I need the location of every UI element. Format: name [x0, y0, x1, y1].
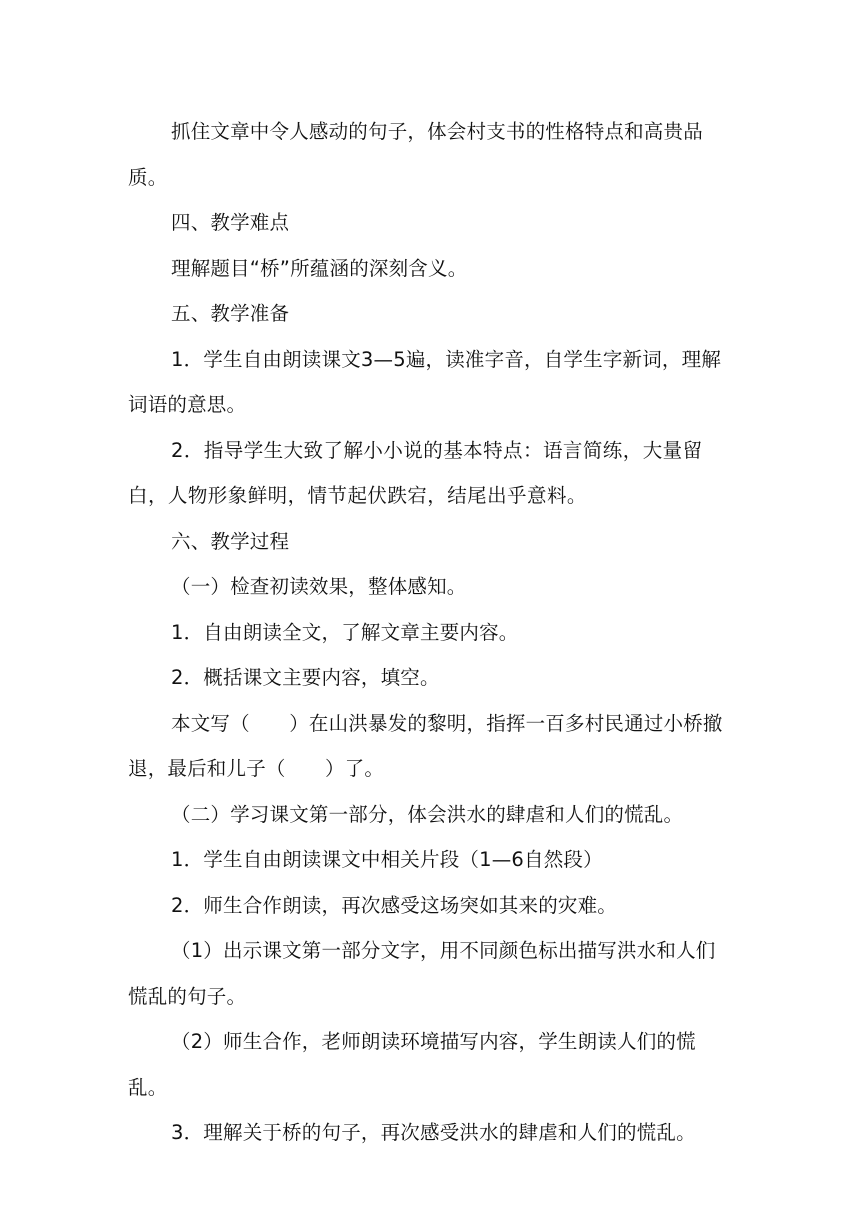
paragraph-fill-in-blank: 本文写（ ）在山洪暴发的黎明，指挥一百多村民通过小桥撤退，最后和儿子（ ）了。 [128, 711, 723, 780]
paragraph-difficulty: 理解题目“桥”所蕴涵的深刻含义。 [171, 256, 468, 280]
heading-teaching-difficulty: 四、教学难点 [171, 211, 290, 234]
subheading-part-one: （二）学习课文第一部分，体会洪水的肆虐和人们的慌乱。 [171, 802, 684, 826]
paragraph-part-one-2-1: （1）出示课文第一部分文字，用不同颜色标出描写洪水和人们慌乱的句子。 [128, 939, 716, 1008]
paragraph-part-one-2: 2．师生合作朗读，再次感受这场突如其来的灾难。 [171, 893, 618, 917]
paragraph-preparation-2: 2．指导学生大致了解小小说的基本特点：语言简练，大量留白，人物形象鲜明，情节起伏跌宕，结尾出乎意料。 [128, 438, 703, 507]
subheading-first-reading: （一）检查初读效果，整体感知。 [171, 575, 467, 598]
paragraph-part-one-1: 1．学生自由朗读课文中相关片段（1—6自然段） [171, 848, 603, 871]
paragraph-key-point: 抓住文章中令人感动的句子，体会村支书的性格特点和高贵品质。 [128, 120, 703, 189]
heading-teaching-preparation: 五、教学准备 [171, 302, 290, 325]
paragraph-part-one-3: 3．理解关于桥的句子，再次感受洪水的肆虐和人们的慌乱。 [171, 1121, 696, 1144]
paragraph-preparation-1: 1．学生自由朗读课文3—5遍，读准字音，自学生字新词，理解词语的意思。 [128, 347, 722, 416]
heading-teaching-process: 六、教学过程 [171, 529, 290, 553]
paragraph-process-2: 2．概括课文主要内容，填空。 [171, 666, 440, 689]
paragraph-process-1: 1．自由朗读全文，了解文章主要内容。 [171, 620, 519, 644]
document-body [128, 109, 734, 1156]
paragraph-part-one-2-2: （2）师生合作，老师朗读环境描写内容，学生朗读人们的慌乱。 [128, 1030, 696, 1099]
